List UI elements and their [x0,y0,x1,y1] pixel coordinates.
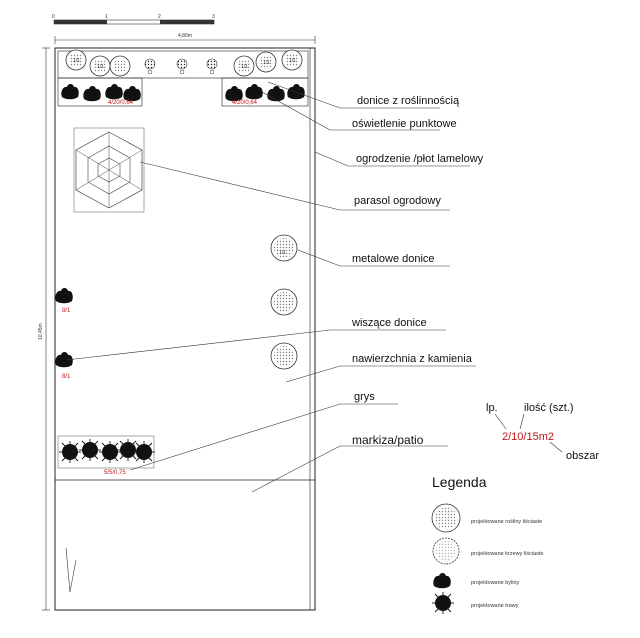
perennial-legend-icon [433,573,450,588]
deciduous-tree-icon [110,56,130,76]
legend-item-1: projektowane rośliny liściaste [471,519,543,525]
site-outline [55,48,315,610]
tree-label-3: 1/1 [241,64,248,70]
legend-item-3: projektowane byliny [471,580,520,586]
planter-label-right: 4/20/0,64 [232,100,258,106]
metal-pot-label: 1/1 [279,250,286,256]
tree-label-2: 1/1 [97,64,104,70]
scale-tick-0: 0 [52,14,55,20]
callout-umbrella: parasol ogrodowy [354,195,441,207]
metal-pots [271,235,297,369]
callout-stone-paving: nawierzchnia z kamienia [352,353,472,365]
callout-labels [351,95,484,447]
scale-tick-3: 3 [212,14,215,20]
width-dimension [55,33,315,44]
scale-tick-1: 1 [105,14,108,20]
height-label: 10,45m [38,323,44,340]
light-icon [207,59,217,69]
callout-metal-pots: metalowe donice [352,253,435,265]
scale-bar [52,14,215,24]
legend [432,474,543,614]
legend-title: Legenda [432,474,487,490]
scale-tick-2: 2 [158,14,161,20]
callout-awning: markiza/patio [352,433,424,447]
height-dimension [38,48,50,610]
tree-label-4: 1/1 [263,60,270,66]
tree-label-1: 1/1 [73,58,80,64]
tree-label-5: 1/1 [289,58,296,64]
key-example: 2/10/15m2 [502,431,554,443]
hanging-label-1: 8/1 [62,308,71,314]
light-icon [177,59,187,69]
callout-planters: donice z roślinnością [357,95,460,107]
light-icon [145,59,155,69]
planter-label-left: 4/20/0,64 [108,100,134,106]
legend-item-2: projektowane krzewy liściaste [471,551,544,557]
legend-item-4: projektowane trawy [471,603,519,609]
callout-hanging-pots: wiszące donice [352,317,427,329]
callout-gravel: grys [354,391,375,403]
key-lp: lp. [486,402,498,414]
grass-label: 5/5/0,75 [104,470,126,476]
grass-legend-icon [432,592,454,614]
width-label: 4,80m [178,33,192,39]
callout-lights: oświetlenie punktowe [352,118,457,130]
callout-fence: ogrodzenie /płot lamelowy [356,153,484,165]
label-key [486,402,599,462]
key-quantity: ilość (szt.) [524,402,574,414]
hanging-label-2: 8/1 [62,374,71,380]
key-area: obszar [566,450,600,462]
